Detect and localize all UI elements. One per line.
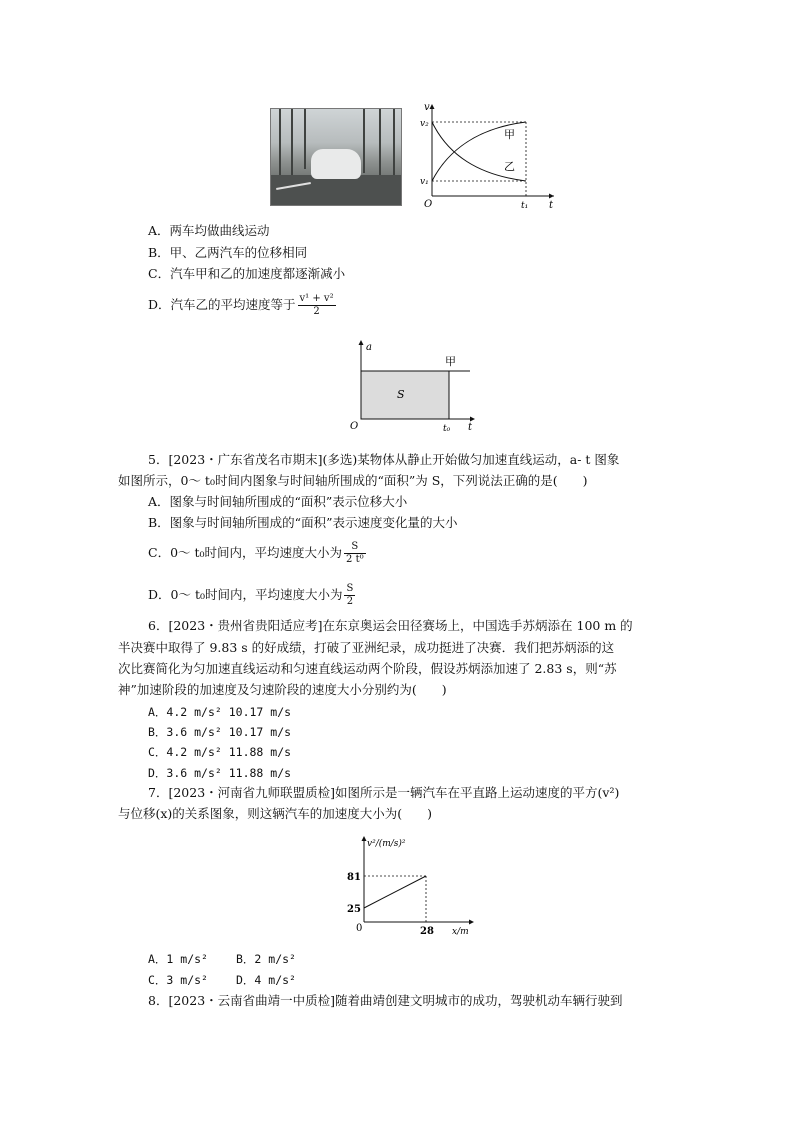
vt-jia-label: 甲 <box>504 128 515 141</box>
q6-option-d: D．3.6 m/s² 11.88 m/s <box>148 766 292 780</box>
q6-stem-line4: 神”加速阶段的加速度及匀速阶段的速度大小分别约为( ) <box>118 682 447 697</box>
q7-option-a: A．1 m/s² <box>148 952 208 966</box>
q7-option-c: C．3 m/s² <box>148 973 208 987</box>
at-jia-label: 甲 <box>445 355 456 368</box>
q5-stem-line2: 如图所示，0～ t₀时间内图象与时间轴所围成的“面积”为 S，下列说法正确的是( ) <box>118 473 588 488</box>
vt-t1-label: t₁ <box>521 201 529 211</box>
q6-option-b: B．3.6 m/s² 10.17 m/s <box>148 725 292 739</box>
vt-yi-label: 乙 <box>504 160 515 173</box>
q4-option-c: C．汽车甲和乙的加速度都逐渐减小 <box>148 266 346 281</box>
v2x-y-top-label: 81 <box>347 872 361 883</box>
q7-stem-line1: 7．[2023・河南省九师联盟质检]如图所示是一辆汽车在平直路上运动速度的平方(v²) <box>148 785 620 800</box>
q8-stem-line1: 8．[2023・云南省曲靖一中质检]随着曲靖创建文明城市的成功，驾驶机动车辆行驶到 <box>148 993 623 1008</box>
at-y-axis-label: a <box>366 342 372 353</box>
v2x-graph <box>338 830 480 940</box>
vt-x-axis-label: t <box>549 200 554 211</box>
q5-option-c: C．0～ t₀时间内，平均速度大小为 $\frac{S}{\text{2 t⁰}}$ <box>148 541 364 565</box>
q4-option-a: A．两车均做曲线运动 <box>148 223 270 238</box>
vt-v2-label: v₂ <box>420 119 429 129</box>
v2x-origin-label: 0 <box>356 923 363 934</box>
at-origin-label: O <box>350 421 359 432</box>
q4-option-b: B．甲、乙两汽车的位移相同 <box>148 245 308 260</box>
q6-option-c: C．4.2 m/s² 11.88 m/s <box>148 745 292 759</box>
v2x-line <box>364 876 426 908</box>
at-area-label: S <box>397 388 405 401</box>
v2x-y-start-label: 25 <box>347 904 361 915</box>
q7-stem-line2: 与位移(x)的关系图象，则这辆汽车的加速度大小为( ) <box>118 806 433 821</box>
q5-option-b: B．图象与时间轴所围成的“面积”表示速度变化量的大小 <box>148 515 458 530</box>
v2x-x-end-label: 28 <box>420 926 434 937</box>
q6-option-a: A．4.2 m/s² 10.17 m/s <box>148 705 292 719</box>
at-graph <box>342 338 478 434</box>
q7-option-b: B．2 m/s² <box>236 952 296 966</box>
q6-stem-line1: 6．[2023・贵州省贵阳适应考]在东京奥运会田径赛场上，中国选手苏炳添在 100 m 的 <box>148 618 633 633</box>
vt-origin-label: O <box>424 199 433 210</box>
q4-option-d: D．汽车乙的平均速度等于 $\frac{\text{v¹ + v²}}{2}$ <box>148 293 334 317</box>
vt-graph <box>418 100 558 212</box>
q5-option-d: D．0～ t₀时间内，平均速度大小为 $\frac{S}{2}$ <box>148 583 354 607</box>
at-x-axis-label: t <box>468 422 473 433</box>
v2x-x-axis-label: x/m <box>452 927 469 937</box>
q5-option-a: A．图象与时间轴所围成的“面积”表示位移大小 <box>148 494 408 509</box>
q7-option-d: D．4 m/s² <box>236 973 296 987</box>
q6-stem-line3: 次比赛简化为匀加速直线运动和匀速直线运动两个阶段，假设苏炳添加速了 2.83 s，则“苏 <box>118 661 617 676</box>
vt-y-axis-label: v <box>424 102 430 113</box>
vt-v1-label: v₁ <box>420 177 429 187</box>
q5-stem-line1: 5．[2023・广东省茂名市期末](多选)某物体从静止开始做匀加速直线运动，a- t 图象 <box>148 452 620 467</box>
v2x-y-axis-label: v²/(m/s)² <box>367 839 406 849</box>
car-photo <box>270 108 402 206</box>
q6-stem-line2: 半决赛中取得了 9.83 s 的好成绩，打破了亚洲纪录，成功挺进了决赛．我们把苏炳添的这 <box>118 640 615 655</box>
at-t0-label: t₀ <box>443 424 451 434</box>
